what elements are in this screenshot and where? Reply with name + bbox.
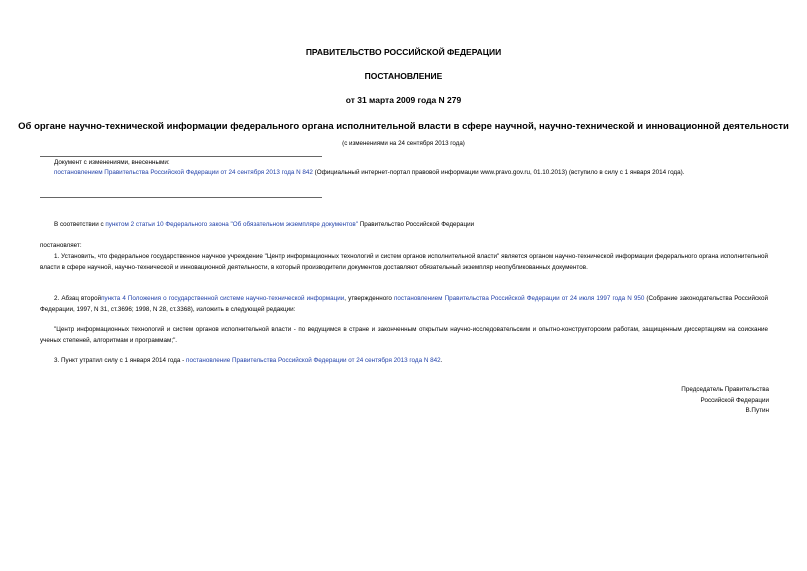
item-3-pre: 3. Пункт утратил силу с 1 января 2014 года - bbox=[54, 357, 187, 364]
item-3-post: . bbox=[440, 357, 443, 364]
item-1: 1. Установить, что федеральное государственное научное учреждение "Центр информационных технологий и систем органов исполнительной власти" является органом научно-технической информации федерального органа исполнительной власти в сфере научной, научно-технической и инновационной деятельности, в который производители документов доставляют обязательный экземпляр неопубликованных документов. bbox=[40, 253, 768, 271]
changes-detail bbox=[40, 168, 768, 179]
signature-block bbox=[681, 385, 769, 417]
top-divider bbox=[40, 156, 322, 157]
quote-paragraph: "Центр информационных технологий и систем органов исполнительной власти - по ведущимся в стране и законченным открытым научно-исследовательским и опытно-конструкторским работам, защищенным диссертациям на соискание ученых степеней, алгоритмам и программам;". bbox=[40, 326, 768, 344]
item-3 bbox=[54, 356, 768, 367]
item-2 bbox=[40, 294, 768, 315]
signature-name: В.Путин bbox=[745, 407, 769, 414]
date-number-heading: от 31 марта 2009 года N 279 bbox=[345, 95, 462, 105]
government-heading: ПРАВИТЕЛЬСТВО РОССИЙСКОЙ ФЕДЕРАЦИИ bbox=[305, 47, 502, 57]
item-2-post: (Собрание законодательства Российской Федерации, 1997, N 31, ст.3696; 1998, N 28, ст.3368), изложить в следующей редакции: bbox=[40, 295, 768, 313]
amendment-link[interactable]: постановлением Правительства Российской Федерации от 24 сентября 2013 года N 842 bbox=[54, 169, 313, 176]
item-2-pre: 2. Абзац второй bbox=[54, 295, 102, 302]
decides-label: постановляет: bbox=[40, 242, 82, 249]
doc-type-heading: ПОСТАНОВЛЕНИЕ bbox=[364, 71, 443, 81]
regulation-link[interactable]: пункта 4 Положения о государственной системе научно-технической информации bbox=[101, 295, 345, 302]
law-link[interactable]: пунктом 2 статьи 10 Федерального закона "Об обязательном экземпляре документов" bbox=[105, 221, 358, 228]
document-title: Об органе научно-технической информации федерального органа исполнительной власти в сфере научной, научно-технической и инновационной деятельности bbox=[18, 121, 789, 132]
changes-intro: Документ с изменениями, внесенными: bbox=[54, 159, 170, 166]
amended-note: (с изменениями на 24 сентября 2013 года) bbox=[342, 140, 465, 147]
preamble-post: Правительство Российской Федерации bbox=[357, 221, 475, 228]
preamble bbox=[54, 220, 768, 231]
changes-box bbox=[54, 158, 768, 169]
signature-position: Председатель Правительства bbox=[681, 386, 769, 393]
changes-source: (Официальный интернет-портал правовой информации www.pravo.gov.ru, 01.10.2013) (вступило в силу с 1 января 2014 года). bbox=[312, 169, 685, 176]
decree-950-link[interactable]: постановлением Правительства Российской Федерации от 24 июля 1997 года N 950 bbox=[393, 295, 645, 302]
preamble-pre: В соответствии с bbox=[54, 221, 106, 228]
decree-842-link[interactable]: постановление Правительства Российской Федерации от 24 сентября 2013 года N 842 bbox=[186, 357, 441, 364]
item-2-mid: , утвержденного bbox=[344, 295, 394, 302]
signature-country: Российской Федерации bbox=[700, 396, 769, 404]
bottom-divider bbox=[40, 197, 322, 198]
